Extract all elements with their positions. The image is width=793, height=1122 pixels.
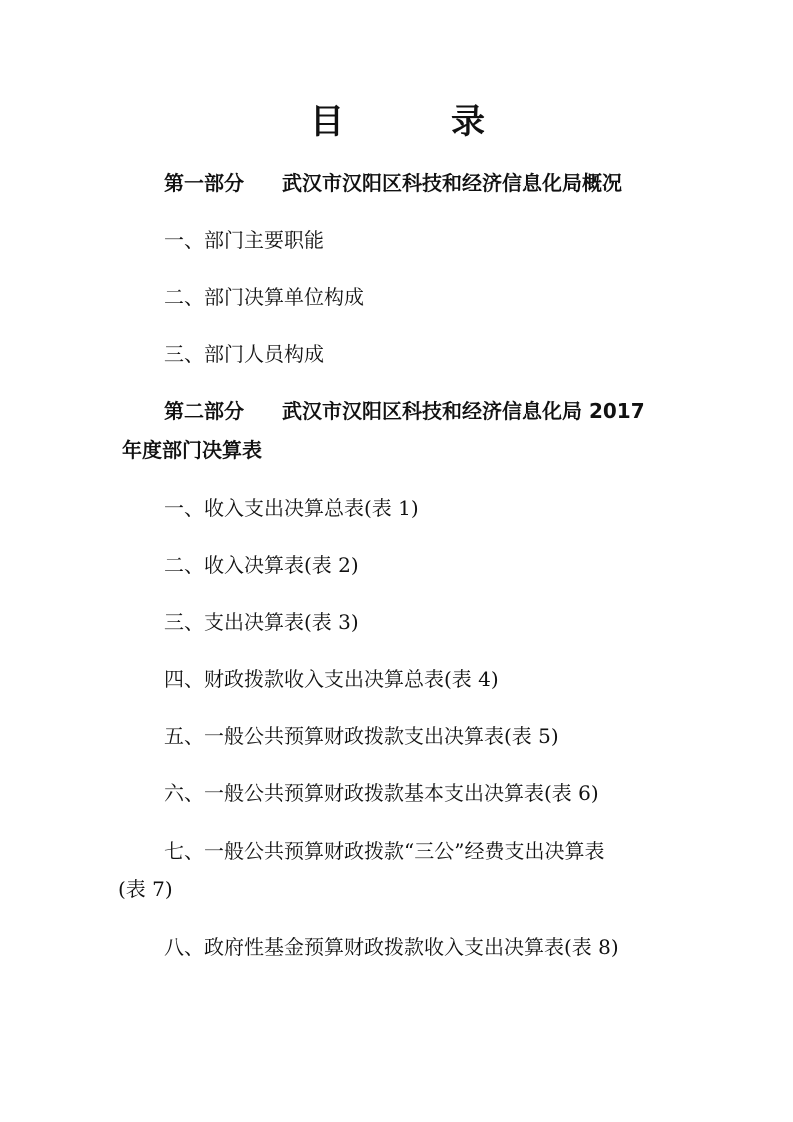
toc-item: 五、一般公共预算财政拨款支出决算表(表 5) bbox=[164, 724, 559, 748]
toc-item: 三、部门人员构成 bbox=[164, 342, 324, 366]
toc-item: 二、收入决算表(表 2) bbox=[164, 553, 359, 577]
part2-heading bbox=[164, 397, 645, 425]
toc-item-8: 八、政府性基金预算财政拨款收入支出决算表(表 8) bbox=[164, 935, 619, 959]
toc-item: 六、一般公共预算财政拨款基本支出决算表(表 6) bbox=[164, 781, 599, 805]
part1-title: 武汉市汉阳区科技和经济信息化局概况 bbox=[282, 171, 622, 195]
part1-label: 第一部分 bbox=[164, 171, 244, 195]
toc-item: 二、部门决算单位构成 bbox=[164, 285, 364, 309]
part2-label: 第二部分 bbox=[164, 399, 244, 423]
toc-item: 三、支出决算表(表 3) bbox=[164, 610, 359, 634]
toc-item: 一、部门主要职能 bbox=[164, 228, 324, 252]
toc-title bbox=[0, 94, 793, 142]
toc-title-char-1: 目 bbox=[310, 102, 344, 142]
toc-item-7-line1: 七、一般公共预算财政拨款“三公”经费支出决算表 bbox=[164, 839, 605, 863]
toc-item-7-line2: (表 7) bbox=[118, 877, 173, 901]
toc-item: 四、财政拨款收入支出决算总表(表 4) bbox=[164, 667, 499, 691]
toc-item: 一、收入支出决算总表(表 1) bbox=[164, 496, 419, 520]
part2-title-line2: 年度部门决算表 bbox=[122, 438, 262, 462]
part1-heading bbox=[164, 169, 622, 197]
toc-title-char-2: 录 bbox=[451, 102, 485, 142]
part2-title-line1: 武汉市汉阳区科技和经济信息化局 2017 bbox=[282, 399, 645, 423]
